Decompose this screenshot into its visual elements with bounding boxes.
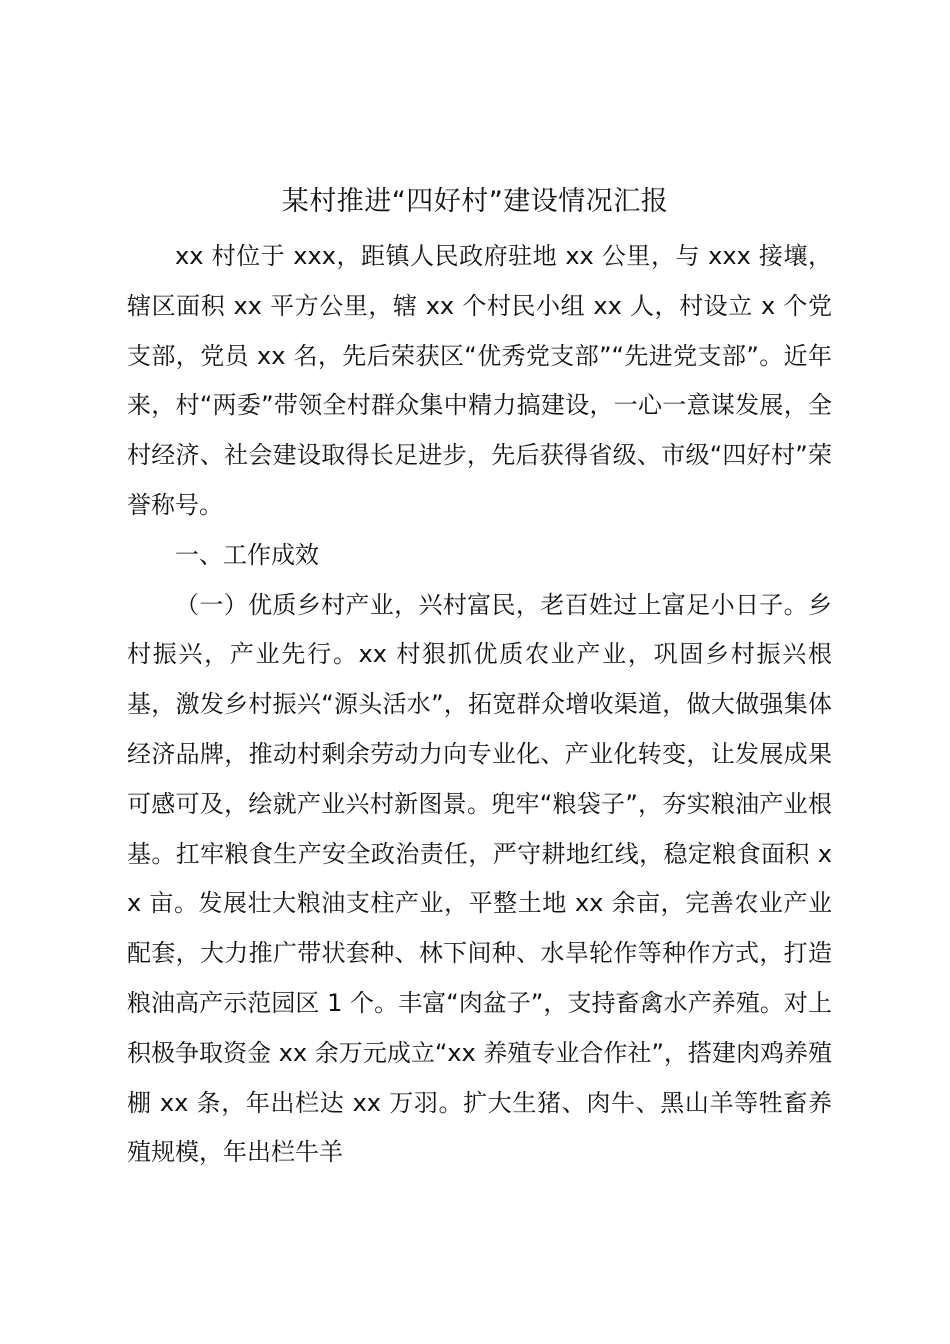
subsection-paragraph-industry: （一）优质乡村产业，兴村富民，老百姓过上富足小日子。乡村振兴，产业先行。xx 村狠抓优质农业产业，巩固乡村振兴根基，激发乡村振兴“源头活水”，拓宽群众增收渠道，做大做强集体经济品牌，推动村剩余劳动力向专业化、产业化转变，让发展成果可感可及，绘就产业兴村新图景。兜牢“粮袋子”，夯实粮油产业根基。扛牢粮食生产安全政治责任，严守耕地红线，稳定粮食面积 xx 亩。发展壮大粮油支柱产业，平整土地 xx 余亩，完善农业产业配套，大力推广带状套种、林下间种、水旱轮作等种作方式，打造粮油高产示范园区 1 个。丰富“肉盆子”，支持畜禽水产养殖。对上积极争取资金 xx 余万元成立“xx 养殖专业合作社”，搭建肉鸡养殖棚 xx 条，年出栏达 xx 万羽。扩大生猪、肉牛、黑山羊等牲畜养殖规模，年出栏牛羊 [127, 590, 832, 1167]
document-body [127, 232, 832, 1178]
intro-paragraph: xx 村位于 xxx，距镇人民政府驻地 xx 公里，与 xxx 接壤，辖区面积 xx 平方公里，辖 xx 个村民小组 xx 人，村设立 x 个党支部，党员 xx 名，先后荣获区“优秀党支部”“先进党支部”。近年来，村“两委”带领全村群众集中精力搞建设，一心一意谋发展，全村经济、社会建设取得长足进步，先后获得省级、市级“四好村”荣誉称号。 [127, 242, 832, 519]
document-title: 某村推进“四好村”建设情况汇报 [281, 186, 669, 217]
section-heading-work-results: 一、工作成效 [175, 540, 319, 569]
